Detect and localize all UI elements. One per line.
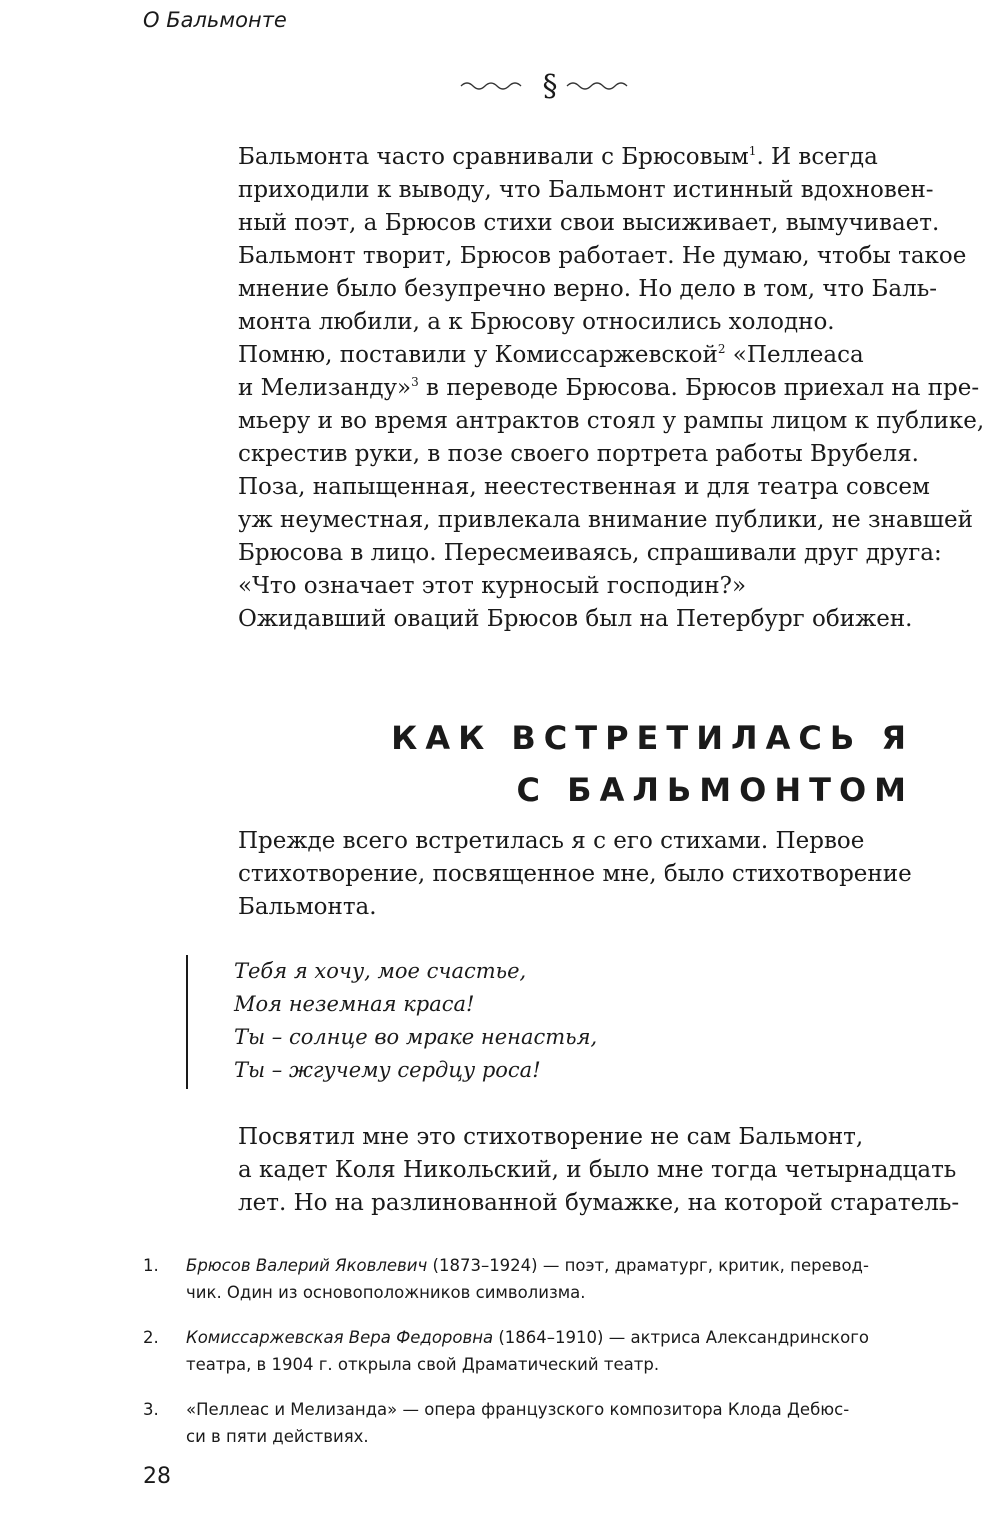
section-body bbox=[186, 141, 985, 636]
footnote-number: 2. bbox=[143, 1328, 159, 1347]
footnotes bbox=[143, 1252, 923, 1468]
footnote: 1. Брюсов Валерий Яковлевич (1873–1924) — поэт, драматург, критик, перевод- чик. Один из основоположников символизма. bbox=[143, 1252, 923, 1306]
verse-line: Ты – солнце во мраке ненастья, bbox=[234, 1025, 598, 1049]
chapter-body bbox=[186, 1121, 960, 1220]
paragraph: Ожидавший оваций Брюсов был на Петербург обижен. bbox=[238, 606, 913, 632]
verse-line: Моя неземная краса! bbox=[234, 992, 475, 1016]
footnote-term: Брюсов Валерий Яковлевич bbox=[186, 1256, 428, 1275]
footnote-number: 1. bbox=[143, 1256, 159, 1275]
footnote-ref-1: 1 bbox=[748, 144, 757, 158]
section-sign: § bbox=[542, 69, 558, 104]
footnote-term: Комиссаржевская Вера Федоровна bbox=[186, 1328, 494, 1347]
verse-line: Тебя я хочу, мое счастье, bbox=[234, 959, 527, 983]
chapter-title bbox=[391, 712, 914, 816]
footnote-number: 3. bbox=[143, 1400, 159, 1419]
footnote-ref-3: 3 bbox=[411, 375, 419, 389]
running-head: О Бальмонте bbox=[143, 8, 287, 32]
chapter-title-line: КАК ВСТРЕТИЛАСЬ Я bbox=[391, 719, 914, 757]
verse-line: Ты – жгучему сердцу роса! bbox=[234, 1058, 541, 1082]
paragraph: Прежде всего встретилась я с его стихами. Первое стихотворение, посвященное мне, было стихотворение Бальмонта. bbox=[238, 828, 912, 920]
footnote-ref-2: 2 bbox=[717, 342, 726, 356]
wave-flourish-icon bbox=[455, 62, 645, 106]
paragraph: Посвятил мне это стихотворение не сам Бальмонт, а кадет Коля Никольский, и было мне тогда четырнадцать лет. Но на разлинованной бумажке, на которой старатель- bbox=[238, 1124, 960, 1216]
section-ornament bbox=[455, 62, 645, 106]
paragraph: Бальмонта часто сравнивали с Брюсовым$^1$. И всегда приходили к выводу, что Бальмонт истинный вдохновен- ный поэт, а Брюсов стихи свои высиживает, вымучивает. Бальмонт творит, Брюсов работает. Не думаю, чтобы такое мнение было безупречно верно. Но дело в том, что Баль- монта любили, а к Брюсову относились холодно. bbox=[238, 144, 967, 335]
footnote: 2. Комиссаржевская Вера Федоровна (1864–1910) — актриса Александринского театра, в 1904 г. открыла свой Драматический театр. bbox=[143, 1324, 923, 1378]
chapter-intro bbox=[186, 825, 912, 924]
paragraph: Помню, поставили у Комиссаржевской$^2$ «Пеллеаса и Мелизанду»$^3$ в переводе Брюсова. Брюсов приехал на пре- мьеру и во время антрактов стоял у рампы лицом к публике, скрестив руки, в позе своего портрета работы Врубеля. Поза, напыщенная, неестественная и для театра совсем уж неуместная, привлекала внимание публики, не знавшей Брюсова в лицо. Пересмеиваясь, спрашивали друг друга: «Что означает этот курносый господин?» bbox=[238, 342, 985, 599]
page-number: 28 bbox=[143, 1464, 171, 1489]
chapter-title-line: С БАЛЬМОНТОМ bbox=[516, 771, 914, 809]
footnote: 3. «Пеллеас и Мелизанда» — опера французского композитора Клода Дебюс- си в пяти действиях. bbox=[143, 1396, 923, 1450]
verse-block bbox=[186, 955, 597, 1089]
